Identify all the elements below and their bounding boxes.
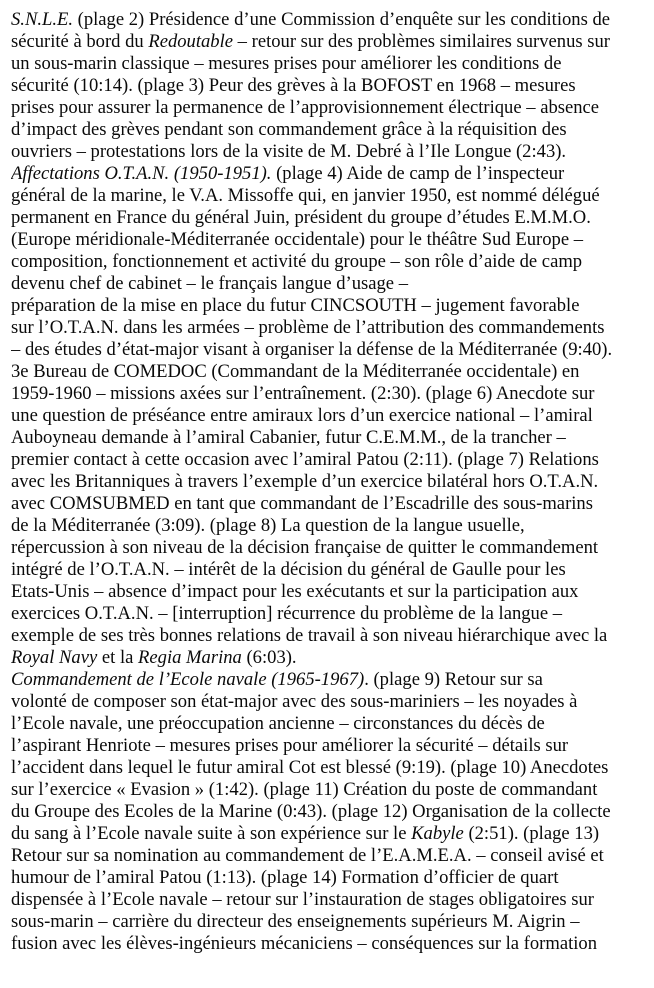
text-line (11, 801, 650, 823)
text-run: – retour sur des problèmes similaires survenus sur (233, 31, 610, 52)
text-line (11, 207, 650, 229)
text-line (11, 295, 650, 317)
text-run: préparation de la mise en place du futur CINCSOUTH – jugement favorable (11, 295, 580, 316)
text-run: (Europe méridionale-Méditerranée occidentale) pour le théâtre Sud Europe – (11, 229, 584, 250)
text-run: répercussion à son niveau de la décision française de quitter le commandement (11, 537, 599, 558)
text-line (11, 427, 650, 449)
text-run: humour de l’amiral Patou (1:13). (plage 14) Formation d’officier de quart (11, 867, 559, 888)
text-run: sur l’exercice « Evasion » (1:42). (plage 11) Création du poste de commandant (11, 779, 598, 800)
text-line (11, 559, 650, 581)
text-run: (2:51). (plage 13) (463, 823, 600, 844)
text-line (11, 97, 650, 119)
text-run: du Groupe des Ecoles de la Marine (0:43). (plage 12) Organisation de la collecte (11, 801, 611, 822)
text-run: dispensée à l’Ecole navale – retour sur l’instauration de stages obligatoires sur (11, 889, 594, 910)
italic-text-run: Redoutable (148, 31, 234, 52)
text-run: 3e Bureau de COMEDOC (Commandant de la Méditerranée occidentale) en (11, 361, 580, 382)
text-run: Retour sur sa nomination au commandement de l’E.A.M.E.A. – conseil avisé et (11, 845, 604, 866)
text-line (11, 647, 650, 669)
text-run: (plage 4) Aide de camp de l’inspecteur (271, 163, 565, 184)
text-line (11, 471, 650, 493)
text-line (11, 889, 650, 911)
text-line (11, 449, 650, 471)
text-line (11, 845, 650, 867)
text-line (11, 669, 650, 691)
text-line (11, 779, 650, 801)
italic-text-run: S.N.L.E. (11, 9, 73, 30)
text-run: . (plage 9) Retour sur sa (364, 669, 543, 690)
text-run: de la Méditerranée (3:09). (plage 8) La question de la langue usuelle, (11, 515, 525, 536)
italic-text-run: Kabyle (411, 823, 464, 844)
text-line (11, 625, 650, 647)
text-run: sécurité (10:14). (plage 3) Peur des grèves à la BOFOST en 1968 – mesures (11, 75, 576, 96)
text-run: avec les Britanniques à travers l’exemple d’un exercice bilatéral hors O.T.A.N. (11, 471, 599, 492)
text-line (11, 757, 650, 779)
text-run: (6:03). (241, 647, 297, 668)
text-line (11, 515, 650, 537)
text-line (11, 251, 650, 273)
text-run: et la (97, 647, 139, 668)
text-run: un sous-marin classique – mesures prises pour améliorer les conditions de (11, 53, 562, 74)
text-line (11, 163, 650, 185)
text-run: général de la marine, le V.A. Missoffe qui, en janvier 1950, est nommé délégué (11, 185, 600, 206)
text-line (11, 119, 650, 141)
document-body (11, 9, 650, 955)
text-run: exemple de ses très bonnes relations de travail à son niveau hiérarchique avec la (11, 625, 608, 646)
text-run: Etats-Unis – absence d’impact pour les exécutants et sur la participation aux (11, 581, 579, 602)
text-run: exercices O.T.A.N. – [interruption] récurrence du problème de la langue – (11, 603, 563, 624)
text-line (11, 493, 650, 515)
text-line (11, 9, 650, 31)
text-run: Auboyneau demande à l’amiral Cabanier, futur C.E.M.M., de la trancher – (11, 427, 566, 448)
text-run: l’accident dans lequel le futur amiral Cot est blessé (9:19). (plage 10) Anecdotes (11, 757, 609, 778)
text-line (11, 339, 650, 361)
text-run: d’impact des grèves pendant son commandement grâce à la réquisition des (11, 119, 567, 140)
text-run: volonté de composer son état-major avec des sous-mariniers – les noyades à (11, 691, 578, 712)
text-line (11, 691, 650, 713)
text-line (11, 933, 650, 955)
text-line (11, 53, 650, 75)
text-line (11, 31, 650, 53)
text-run: l’Ecole navale, une préoccupation ancienne – circonstances du décès de (11, 713, 545, 734)
text-line (11, 581, 650, 603)
text-line (11, 911, 650, 933)
text-run: 1959-1960 – missions axées sur l’entraînement. (2:30). (plage 6) Anecdote sur (11, 383, 595, 404)
text-run: l’aspirant Henriote – mesures prises pour améliorer la sécurité – détails sur (11, 735, 569, 756)
italic-text-run: Regia Marina (138, 647, 242, 668)
text-line (11, 75, 650, 97)
text-line (11, 603, 650, 625)
text-line (11, 361, 650, 383)
text-line (11, 141, 650, 163)
text-run: sous-marin – carrière du directeur des enseignements supérieurs M. Aigrin – (11, 911, 580, 932)
text-line (11, 317, 650, 339)
text-line (11, 383, 650, 405)
text-line (11, 867, 650, 889)
italic-text-run: Royal Navy (11, 647, 98, 668)
text-run: sur l’O.T.A.N. dans les armées – problème de l’attribution des commandements (11, 317, 605, 338)
text-run: une question de préséance entre amiraux lors d’un exercice national – l’amiral (11, 405, 593, 426)
text-run: – des études d’état-major visant à organiser la défense de la Méditerranée (9:40). (11, 339, 613, 360)
text-run: prises pour assurer la permanence de l’approvisionnement électrique – absence (11, 97, 600, 118)
text-run: devenu chef de cabinet – le français langue d’usage – (11, 273, 408, 294)
text-run: intégré de l’O.T.A.N. – intérêt de la décision du général de Gaulle pour les (11, 559, 566, 580)
text-line (11, 735, 650, 757)
text-run: permanent en France du général Juin, président du groupe d’études E.M.M.O. (11, 207, 591, 228)
text-line (11, 273, 650, 295)
italic-text-run: Commandement de l’Ecole navale (1965-1967) (11, 669, 365, 690)
text-run: ouvriers – protestations lors de la visite de M. Debré à l’Ile Longue (2:43). (11, 141, 567, 162)
text-line (11, 185, 650, 207)
text-run: (plage 2) Présidence d’une Commission d’enquête sur les conditions de (73, 9, 611, 30)
text-run: composition, fonctionnement et activité du groupe – son rôle d’aide de camp (11, 251, 583, 272)
text-line (11, 537, 650, 559)
text-run: avec COMSUBMED en tant que commandant de l’Escadrille des sous-marins (11, 493, 593, 514)
text-line (11, 405, 650, 427)
text-run: fusion avec les élèves-ingénieurs mécaniciens – conséquences sur la formation (11, 933, 598, 954)
text-run: sécurité à bord du (11, 31, 149, 52)
text-run: du sang à l’Ecole navale suite à son expérience sur le (11, 823, 412, 844)
text-run: premier contact à cette occasion avec l’amiral Patou (2:11). (plage 7) Relations (11, 449, 599, 470)
text-line (11, 713, 650, 735)
text-line (11, 823, 650, 845)
italic-text-run: Affectations O.T.A.N. (1950-1951). (11, 163, 272, 184)
text-line (11, 229, 650, 251)
